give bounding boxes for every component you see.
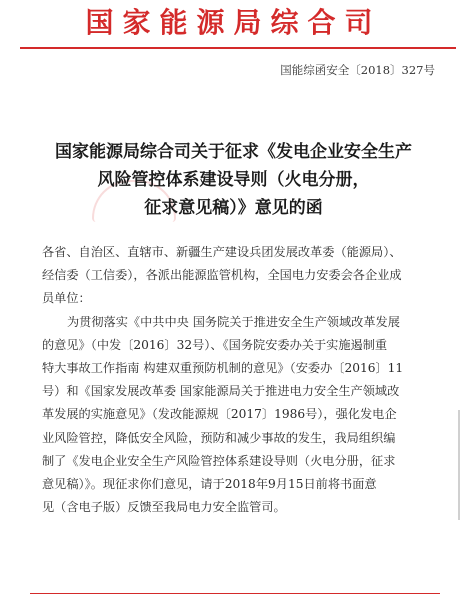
recipients-block bbox=[42, 241, 434, 311]
main-paragraph bbox=[42, 311, 434, 520]
paragraph-line-9: 见（含电子版）反馈至我局电力安全监管司。 bbox=[42, 500, 286, 515]
title-line-1: 国家能源局综合司关于征求《发电企业安全生产 bbox=[55, 142, 412, 162]
recipients-line-1: 各省、自治区、直辖市、新疆生产建设兵团发展改革委（能源局）、 bbox=[42, 245, 402, 259]
paragraph-line-6: 业风险管控，降低安全风险，预防和减少事故的发生，我局组织编 bbox=[42, 430, 396, 445]
letterhead-title: 国家能源局综合司 bbox=[85, 6, 382, 39]
paragraph-line-2: 的意见》（中发〔2016〕32号）、《国务院安委办关于实施遏制重 bbox=[42, 337, 388, 352]
document-title bbox=[0, 138, 467, 222]
paragraph-line-8: 意见稿）》。现征求你们意见，请于2018年9月15日前将书面意 bbox=[42, 477, 377, 492]
paragraph-line-7: 制了《发电企业安全生产风险管控体系建设导则（火电分册，征求 bbox=[42, 453, 396, 468]
letterhead-red-rule bbox=[20, 47, 456, 49]
document-number: 国能综函安全〔2018〕327号 bbox=[280, 63, 435, 77]
paragraph-line-4: 号）和《国家发展改革委 国家能源局关于推进电力安全生产领域改 bbox=[42, 384, 400, 399]
bottom-red-rule bbox=[30, 593, 440, 594]
paragraph-line-1: 为贯彻落实《中共中央 国务院关于推进安全生产领域改革发展 bbox=[67, 314, 400, 329]
recipients-line-3: 员单位： bbox=[42, 291, 91, 306]
paragraph-line-3: 特大事故工作指南 构建双重预防机制的意见》（安委办〔2016〕11 bbox=[42, 361, 404, 376]
title-line-2: 风险管控体系建设导则（火电分册， bbox=[97, 170, 370, 190]
document-body bbox=[42, 241, 434, 519]
title-line-3: 征求意见稿）》意见的函 bbox=[144, 198, 323, 218]
paragraph-line-5: 革发展的实施意见》（发改能源规〔2017〕1986号），强化发电企 bbox=[42, 407, 397, 422]
recipients-line-2: 经信委（工信委），各派出能源监管机构，全国电力安委会各企业成 bbox=[42, 268, 402, 283]
binding-edge-mark bbox=[458, 410, 460, 520]
